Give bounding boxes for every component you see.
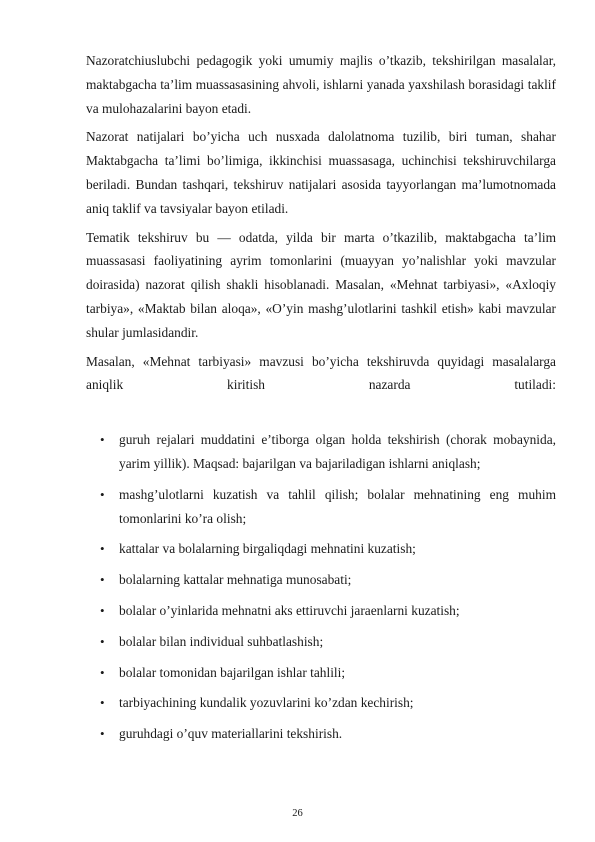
list-item-text: guruhdagi o’quv materiallarini tekshirish. (119, 726, 343, 742)
list-item-text: guruh rejalari muddatini e’tiborga olgan holda tekshirish (chorak mobaynida, yarim yillik). Maqsad: bajarilgan va bajariladigan ishlarni aniqlash; (119, 432, 556, 471)
list-item (86, 537, 556, 561)
bullet-icon: • (100, 602, 105, 618)
list-item (86, 661, 556, 685)
list-item-text: bolalar tomonidan bajarilgan ishlar tahlili; (119, 664, 346, 680)
bullet-icon: • (100, 664, 105, 680)
list-item-text: kattalar va bolalarning birgaliqdagi mehnatini kuzatish; (119, 541, 416, 557)
bullet-icon: • (100, 432, 105, 448)
bullet-icon: • (100, 695, 105, 711)
list-item (86, 428, 556, 476)
bullet-list (86, 428, 556, 746)
list-item (86, 630, 556, 654)
bullet-icon: • (100, 726, 105, 742)
paragraph-nazorat-natijalari: Nazorat natijalari bo’yicha uch nusxada dalolatnoma tuzilib, biri tuman, shahar Maktabgacha ta’limi bo’limiga, ikkinchisi muassasaga, uchinchisi tekshiruvchilarga beriladi. Bundan tashqari, tekshiruv natijalari asosida tayyorlangan ma’lumotnomada aniq taklif va tavsiyalar bayon etiladi. (86, 129, 556, 216)
list-item (86, 722, 556, 746)
list-item (86, 568, 556, 592)
blank-line (86, 402, 556, 428)
list-item-text: bolalar bilan individual suhbatlashish; (119, 633, 324, 649)
list-item (86, 599, 556, 623)
page-number: 26 (292, 808, 303, 819)
document-page (86, 49, 556, 753)
list-item-text: mashg’ulotlarni kuzatish va tahlil qilish; bolalar mehnatining eng muhim tomonlarini ko’ra olish; (119, 486, 556, 526)
list-item-text: bolalar o’yinlarida mehnatni aks ettiruvchi jaraenlarni kuzatish; (119, 602, 460, 618)
bullet-icon: • (100, 486, 105, 502)
paragraph-nazoratchi: Nazoratchiuslubchi pedagogik yoki umumiy majlis o’tkazib, tekshirilgan masalalar, maktabgacha ta’lim muassasasining ahvoli, ishlarni yanada yaxshilash borasidagi taklif va mulohazalarini bayon etadi. (86, 53, 556, 116)
list-item-text: bolalarning kattalar mehnatiga munosabati; (119, 572, 352, 588)
bullet-icon: • (100, 633, 105, 649)
list-item-text: tarbiyachining kundalik yozuvlarini ko’zdan kechirish; (119, 695, 414, 711)
paragraph-mehnat-tarbiyasi: Masalan, «Mehnat tarbiyasi» mavzusi bo’yicha tekshiruvda quyidagi masalalarga aniqlik kiritish nazarda tutiladi: (86, 353, 556, 393)
bullet-icon: • (100, 541, 105, 557)
list-item (86, 691, 556, 715)
list-item (86, 483, 556, 531)
bullet-icon: • (100, 572, 105, 588)
paragraph-tematik-tekshiruv: Tematik tekshiruv bu — odatda, yilda bir marta o’tkazilib, maktabgacha ta’lim muassasasi faoliyatining ayrim tomonlarini (muayyan yo’nalishlar yoki mavzular doirasida) nazorat qilish shakli hisoblanadi. Masalan, «Mehnat tarbiyasi», «Axloqiy tarbiya», «Maktab bilan aloqa», «O’yin mashg’ulotlarini tashkil etish» kabi mavzular shular jumlasidandir. (86, 229, 556, 340)
